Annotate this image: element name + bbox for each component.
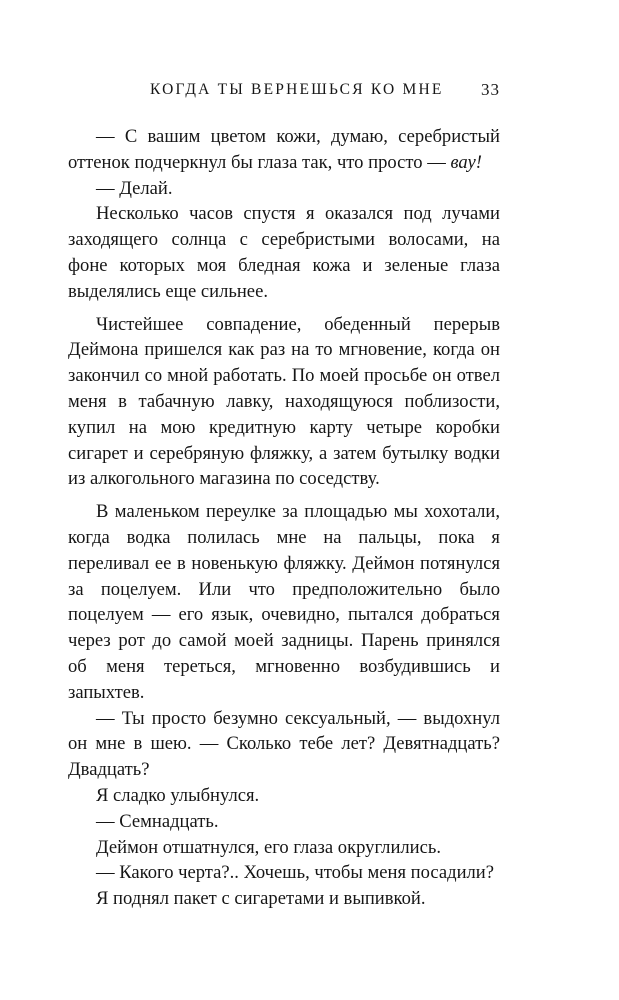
paragraph-text: — Какого черта?.. Хочешь, чтобы меня посадили?	[96, 862, 495, 884]
paragraph	[68, 860, 500, 886]
page-number: 33	[481, 80, 500, 99]
paragraph-text: — С вашим цветом кожи, думаю, серебристый оттенок подчеркнул бы глаза так, что просто —	[68, 126, 500, 173]
paragraph	[68, 835, 500, 861]
paragraph-text: — Ты просто безумно сексуальный, — выдохнул он мне в шею. — Сколько тебе лет? Девятнадцать? Двадцать?	[68, 707, 500, 781]
paragraph-text: Деймон отшатнулся, его глаза округлились.	[96, 836, 441, 858]
paragraph	[68, 706, 500, 783]
paragraph-text: В маленьком переулке за площадью мы хохотали, когда водка полилась мне на пальцы, пока я переливал ее в новенькую фляжку. Деймон потянулся за поцелуем. Или что предположительно было поцелуем — его язык, очевидно, пытался добраться через рот до самой моей задницы. Парень принялся об меня тереться, мгновенно возбудившись и запыхтев.	[68, 501, 500, 703]
emphasis-text: вау!	[450, 151, 482, 173]
paragraph	[68, 312, 500, 493]
paragraph-text: — Делай.	[96, 177, 173, 199]
paragraph	[68, 886, 500, 912]
paragraph	[68, 201, 500, 304]
paragraph-text: Я поднял пакет с сигаретами и выпивкой.	[96, 888, 426, 910]
paragraph-text: Я сладко улыбнулся.	[96, 784, 260, 806]
paragraph-text: — Семнадцать.	[96, 810, 219, 832]
paragraph	[68, 809, 500, 835]
paragraph	[68, 124, 500, 176]
running-title: КОГДА ТЫ ВЕРНЕШЬСЯ КО МНЕ	[150, 81, 444, 98]
body-text	[68, 124, 500, 912]
running-header	[68, 78, 500, 102]
paragraph-text: Чистейшее совпадение, обеденный перерыв Деймона пришелся как раз на то мгновение, когда он закончил со мной работать. По моей просьбе он отвел меня в табачную лавку, находящуюся поблизости, купил на мою кредитную карту четыре коробки сигарет и серебряную фляжку, а затем бутылку водки из алкогольного магазина по соседству.	[68, 313, 500, 490]
paragraph	[68, 499, 500, 705]
paragraph-text: Несколько часов спустя я оказался под лучами заходящего солнца с серебристыми волосами, на фоне которых моя бледная кожа и зеленые глаза выделялись еще сильнее.	[68, 203, 500, 302]
paragraph	[68, 783, 500, 809]
paragraph	[68, 176, 500, 202]
